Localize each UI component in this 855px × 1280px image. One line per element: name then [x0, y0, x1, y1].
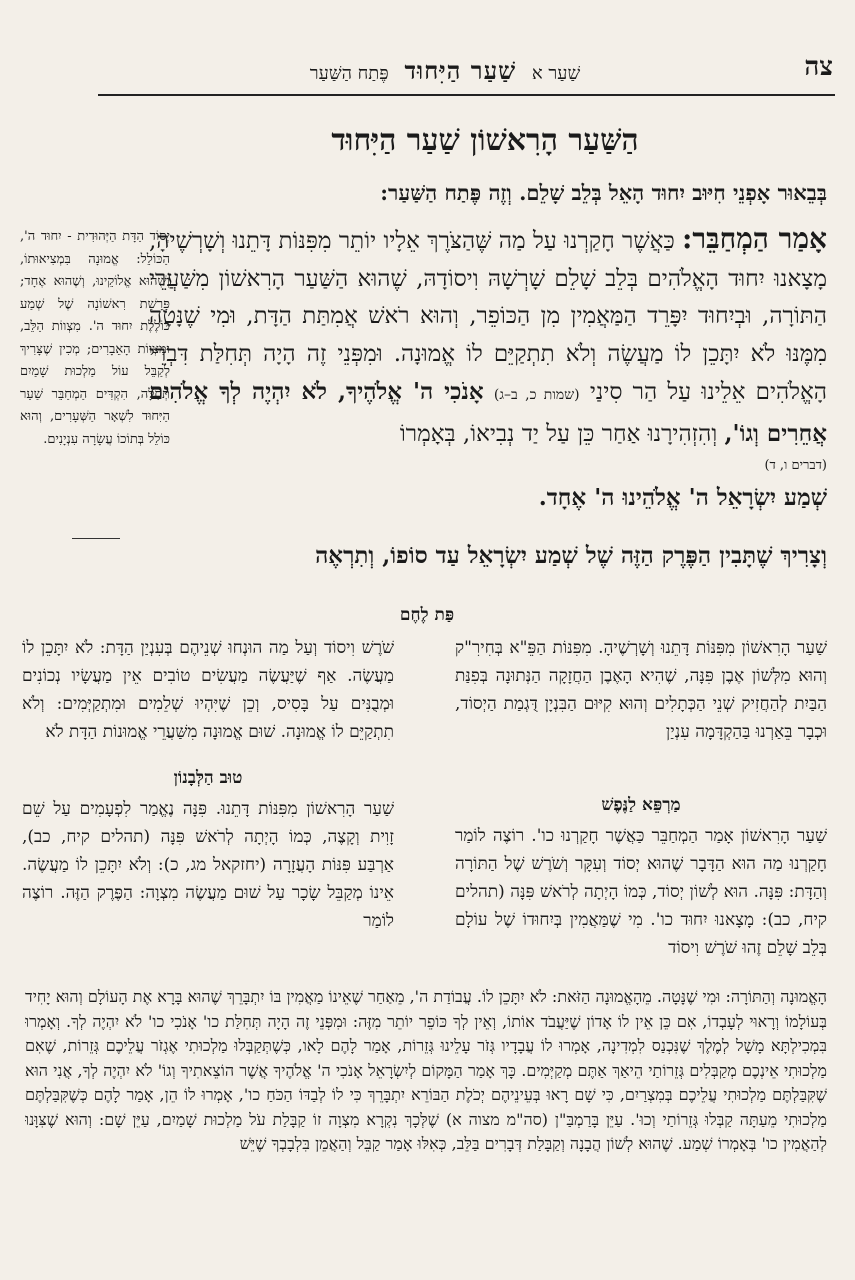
tov-halevanon-text: שַׁעַר הָרִאשׁוֹן מִפִּנּוֹת דָּתֵנוּ. פִּנָּה נֶאֱמַר לִפְעָמִים עַל שֵׁם זָוִית וְקָצֶה, כְּמוֹ הָיְתָה לְרֹאשׁ פִּנָּה (תהלים קיח, כב), אַרְבַּע פִּנּוֹת הָעֲזָרָה (יחזקאל מג, כ): וְלֹא יִתָּכֵן לוֹ מַעֲשֶׂה. אֵינוֹ מְקַבֵּל שָׂכָר עַל שׁוּם מַעֲשֶׂה מִצְוָה: הַפֶּרֶק הַזֶּה. רוֹצֶה לוֹמַר	[22, 799, 394, 931]
marpe-lanefesh-text: שַׁעַר הָרִאשׁוֹן אָמַר הַמְחַבֵּר כַּאֲשֶׁר חָקַרְנוּ כו'. רוֹצֶה לוֹמַר חָקַרְנוּ מַה הוּא הַדָּבָר שֶׁהוּא יְסוֹד וְעִקָּר וְשֹׁרֶשׁ שֶׁל הַתּוֹרָה וְהַדָּת: פִּנָּה. הוּא לְשׁוֹן יְסוֹד, כְּמוֹ הָיְתָה לְרֹאשׁ פִּנָּה (תהלים קיח, כב): מָצָאנוּ יִחוּד כו'. מִי שֶׁמַּאֲמִין בְּיִחוּדוֹ שֶׁל עוֹלָם בְּלֵב שָׁלֵם זֶהוּ שֹׁרֶשׁ וִיסוֹד	[455, 826, 827, 958]
main-body-2: וְהִזְהִירָנוּ אַחַר כֵּן עַל יַד נְבִיאוֹ, בְּאָמְרוֹ	[399, 420, 718, 447]
header-rule	[98, 94, 835, 96]
main-verse-2: שְׁמַע יִשְׂרָאֵל ה' אֱלֹהֵינוּ ה' אֶחָד.	[538, 484, 827, 511]
header-section-label: פֶּתַח הַשַּׁעַר	[309, 63, 389, 84]
pat-lechem-right-text: שַׁעַר הָרִאשׁוֹן מִפִּנּוֹת דָּתֵנוּ וְשָׁרְשֶׁיהָ. מִפִּנּוֹת הַפֵּ"א בְּחִירִ"ק וְהוּא מִלְּשׁוֹן אֶבֶן פִּנָּה, שֶׁהִיא הָאֶבֶן הַחֲזָקָה הַנְּתוּנָה בְּפִנַּת הַבַּיִת לְהַחֲזִיק שְׁנֵי הַכְּתָלִים וְהוּא קִיּוּם הַבִּנְיָן דֻּגְמַת הַיְסוֹד, וּכְבָר בֵּאַרְנוּ בַּהַקְדָּמָה עִנְיַן	[455, 638, 827, 742]
marpe-lanefesh-title: מַרְפֵּא לַנֶּפֶשׁ	[601, 795, 681, 815]
pat-lechem-title: פַּת לֶחֶם	[399, 605, 455, 625]
header-gate-label: שַׁעַר א	[531, 63, 581, 84]
pat-lechem-right-column	[455, 634, 827, 774]
running-header	[300, 56, 590, 86]
chapter-subtitle: בְּבֵאוּר אָפְנֵי חִיּוּב יִחוּד הָאֵל בְּלֵב שָׁלֵם. וְזֶה פֶּתַח הַשַּׁעַר:	[380, 180, 827, 205]
pat-lechem-left-text: שֹׁרֶשׁ וִיסוֹד וְעַל מַה הוּנְחוּ שְׁנֵיהֶם בְּעִנְיַן הַדָּת: לֹא יִתָּכֵן לוֹ מַעֲשֶׂה. אַף שֶׁיַּעֲשֶׂה מַעֲשִׂים טוֹבִים אֵין מַעֲשָׂיו נְכוֹנִים וּמְבֻנִּים עַל בָּסִיס, וְכֵן שֶׁיִּהְיוּ שְׁלֵמִים וּמִתְקַיְּמִים: וְלֹא תִתְקַיֵּם לוֹ אֱמוּנָה. שׁוּם אֱמוּנָה מִשַּׁעֲרֵי אֱמוּנוֹת הַדָּת לֹא	[22, 638, 394, 742]
bottom-commentary: הָאֱמוּנָה וְהַתּוֹרָה: וּמִי שֶׁנָּטָה. מֵהָאֱמוּנָה הַזֹּאת: לֹא יִתָּכֵן לוֹ. עֲבוֹדַת ה', מֵאַחַר שֶׁאֵינוֹ מַאֲמִין בּוֹ יִתְבָּרֵךְ שֶׁהוּא בָּרָא אֶת הָעוֹלָם וְהוּא יָחִיד בְּעוֹלָמוֹ וְרָאוּי לְעָבְדוֹ, אִם כֵּן אֵין לוֹ אָדוֹן שֶׁיַּעֲבֹד אוֹתוֹ, וְאֵין לְךָ כּוֹפֵר יוֹתֵר מִזֶּה: וּמִפְּנֵי זֶה הָיָה תְּחִלַּת כו' אָנֹכִי כו' לֹא יִהְיֶה לְךָ. וְאָמְרוּ בִּמְכִילְתָּא מָשָׁל לְמֶלֶךְ שֶׁנִּכְנַס לִמְדִינָה, אָמְרוּ לוֹ עֲבָדָיו גְּזֹר עָלֵינוּ גְּזֵרוֹת, אָמַר לָהֶם לָאו, כְּשֶׁתְּקַבְּלוּ מַלְכוּתִי אֶגְזֹר עֲלֵיכֶם גְּזֵרוֹת, שֶׁאִם מַלְכוּתִי אֵינְכֶם מְקַבְּלִים גְּזֵרוֹתַי הֵיאַךְ אַתֶּם מְקַיְּמִים. כָּךְ אָמַר הַמָּקוֹם לְיִשְׂרָאֵל אָנֹכִי ה' אֱלֹהֶיךָ אֲשֶׁר הוֹצֵאתִיךָ וְגוֹ' לֹא יִהְיֶה לְךָ, אֲנִי הוּא שֶׁקִּבַּלְתֶּם מַלְכוּתִי עֲלֵיכֶם בְּמִצְרַיִם, כִּי שָׁם רָאוּ בְּעֵינֵיהֶם יְכֹלֶת הַבּוֹרֵא יִתְבָּרֵךְ כִּי לוֹ לְבַדּוֹ הַכֹּחַ כו', אָמְרוּ לוֹ הֵן, אָמַר לָהֶם כְּשֶׁקִּבַּלְתֶּם מַלְכוּתִי מֵעַתָּה קַבְּלוּ גְּזֵרוֹתַי וְכוּ'. עַיֵּן בָּרַמְבַּ"ן (סה"מ מצוה א) שֶׁלְּכָךְ נִקְרָא מִצְוָה זוֹ קַבָּלַת עֹל מַלְכוּת שָׁמַיִם, עַיֵּן שָׁם: וְהוּא שֶׁצִּוָּנוּ לְהַאֲמִין כו' בְּאָמְרוֹ שְׁמַע. שֶׁהוּא לְשׁוֹן הֲבָנָה וְקַבָּלַת דְּבָרִים בַּלֵּב, כְּאִלּוּ אָמַר קַבֵּל וְהַאֲמֵן בִּלְבָבְךָ שֶׁיֵּשׁ	[25, 987, 827, 1153]
chapter-title: הַשַּׁעַר הָרִאשׁוֹן שַׁעַר הַיִּחוּד	[331, 123, 639, 158]
main-text	[149, 220, 827, 518]
tov-halevanon-column	[22, 795, 394, 980]
header-title: שַׁעַר הַיִּחוּד	[404, 56, 517, 85]
marpe-lanefesh-column	[455, 822, 827, 982]
main-continuation: וְצָרִיךְ שֶׁתָּבִין הַפֶּרֶק הַזֶּה שֶׁל שְׁמַע יִשְׂרָאֵל עַד סוֹפוֹ, וְתִרְאֶה	[315, 542, 827, 569]
main-ref-1: (שמות כ, ב–ג)	[493, 387, 580, 403]
main-verse-1: אָנֹכִי ה' אֱלֹהֶיךָ, לֹא יִהְיֶה לְךָ אֱלֹהִים אֲחֵרִים וְגוֹ',	[149, 378, 827, 447]
page-number: צה	[804, 52, 833, 82]
tov-halevanon-title: טוּב הַלְּבָנוֹן	[173, 768, 243, 788]
side-note-rule	[72, 538, 120, 539]
side-note: יְסוֹד הַדָּת הַיְּהוּדִית - יִחוּד ה', הַכּוֹלֵל: אֱמוּנָה בִּמְצִיאוּתוֹ, וְשֶׁהוּא אֱלוֹקֵינוּ, וְשֶׁהוּא אֶחָד; פָּרָשַׁת רִאשׁוֹנָה שֶׁל שְׁמַע כּוֹלֶלֶת יִחוּד ה'. מִצְווֹת הַלֵּב, וּמִצְווֹת הָאֵבָרִים; מְכִין שֶׁצָּרִיךְ לְקַבֵּל עוֹל מַלְכוּת שָׁמַיִם תְּחִלָּה, הִקְדִּים הַמְחַבֵּר שַׁעַר הַיִּחוּד לִשְׁאָר הַשְּׁעָרִים, וְהוּא כּוֹלֵל בְּתוֹכוֹ עֲשָׂרָה עִנְיָנִים.	[20, 229, 170, 447]
pat-lechem-left-column	[22, 634, 394, 774]
main-ref-2: (דברים ו, ד)	[764, 458, 827, 473]
main-lead: אָמַר הַמְחַבֵּר:	[682, 222, 828, 255]
main-body: כַּאֲשֶׁר חָקַרְנוּ עַל מַה שֶּׁהַצֹּרֶךְ אֵלָיו יוֹתֵר מִפִּנּוֹת דָּתֵנוּ וְשָׁרְשֶׁיהָ, מָצָאנוּ יִחוּד הָאֱלֹהִים בְּלֵב שָׁלֵם שָׁרְשָׁהּ וִיסוֹדָהּ, שֶׁהוּא הַשַּׁעַר הָרִאשׁוֹן מִשַּׁעֲרֵי הַתּוֹרָה, וּבְיִחוּד יִפָּרֵד הַמַּאֲמִין מִן הַכּוֹפֵר, וְהוּא רֹאשׁ אֲמִתַּת הַדָּת, וּמִי שֶׁנָּטָה מִמֶּנּוּ לֹא יִתָּכֵן לוֹ מַעֲשֶׂה וְלֹא תִתְקַיֵּם לוֹ אֱמוּנָה. וּמִפְּנֵי זֶה הָיָה תְּחִלַּת דִּבְרֵי הָאֱלֹהִים אֵלֵינוּ עַל הַר סִינַי	[149, 228, 828, 405]
